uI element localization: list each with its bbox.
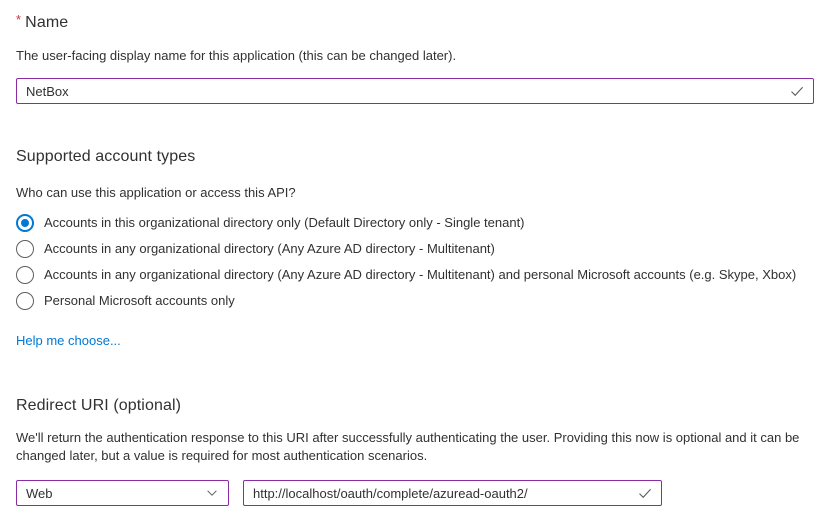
help-me-choose-link[interactable]: Help me choose... bbox=[16, 333, 121, 348]
app-name-field-container bbox=[16, 78, 814, 104]
radio-option-label: Accounts in any organizational directory (Any Azure AD directory - Multitenant) bbox=[44, 241, 495, 256]
account-types-section-title: Supported account types bbox=[16, 148, 196, 165]
redirect-uri-input[interactable] bbox=[244, 481, 661, 505]
radio-option-label: Personal Microsoft accounts only bbox=[44, 293, 235, 308]
radio-button-icon[interactable] bbox=[16, 214, 34, 232]
radio-option-single-tenant[interactable] bbox=[16, 210, 814, 236]
radio-button-icon[interactable] bbox=[16, 266, 34, 284]
name-section-title bbox=[16, 9, 814, 34]
redirect-uri-description: We'll return the authentication response to this URI after successfully authenticating the user. Providing this now is optional and it can be changed later, but a value is required for most authentication scenarios. bbox=[16, 430, 800, 463]
radio-option-personal-only[interactable] bbox=[16, 288, 814, 314]
radio-option-multitenant[interactable] bbox=[16, 236, 814, 262]
app-name-input[interactable] bbox=[17, 79, 813, 103]
platform-select-value: Web bbox=[26, 485, 53, 501]
name-title-text: Name bbox=[25, 14, 69, 31]
redirect-uri-row bbox=[16, 480, 814, 506]
radio-option-label: Accounts in any organizational directory (Any Azure AD directory - Multitenant) and personal Microsoft accounts (e.g. Skype, Xbox) bbox=[44, 267, 797, 282]
radio-button-icon[interactable] bbox=[16, 292, 34, 310]
chevron-down-icon bbox=[205, 486, 219, 500]
platform-select[interactable] bbox=[16, 480, 229, 506]
required-asterisk: * bbox=[16, 12, 22, 27]
radio-button-icon[interactable] bbox=[16, 240, 34, 258]
redirect-uri-field-container bbox=[243, 480, 662, 506]
name-description: The user-facing display name for this application (this can be changed later). bbox=[16, 48, 457, 63]
account-types-question: Who can use this application or access this API? bbox=[16, 185, 296, 200]
redirect-uri-section-title: Redirect URI (optional) bbox=[16, 397, 182, 414]
radio-option-multitenant-personal[interactable] bbox=[16, 262, 814, 288]
radio-option-label: Accounts in this organizational directory only (Default Directory only - Single tenant) bbox=[44, 215, 525, 230]
account-types-radio-group bbox=[16, 210, 814, 314]
